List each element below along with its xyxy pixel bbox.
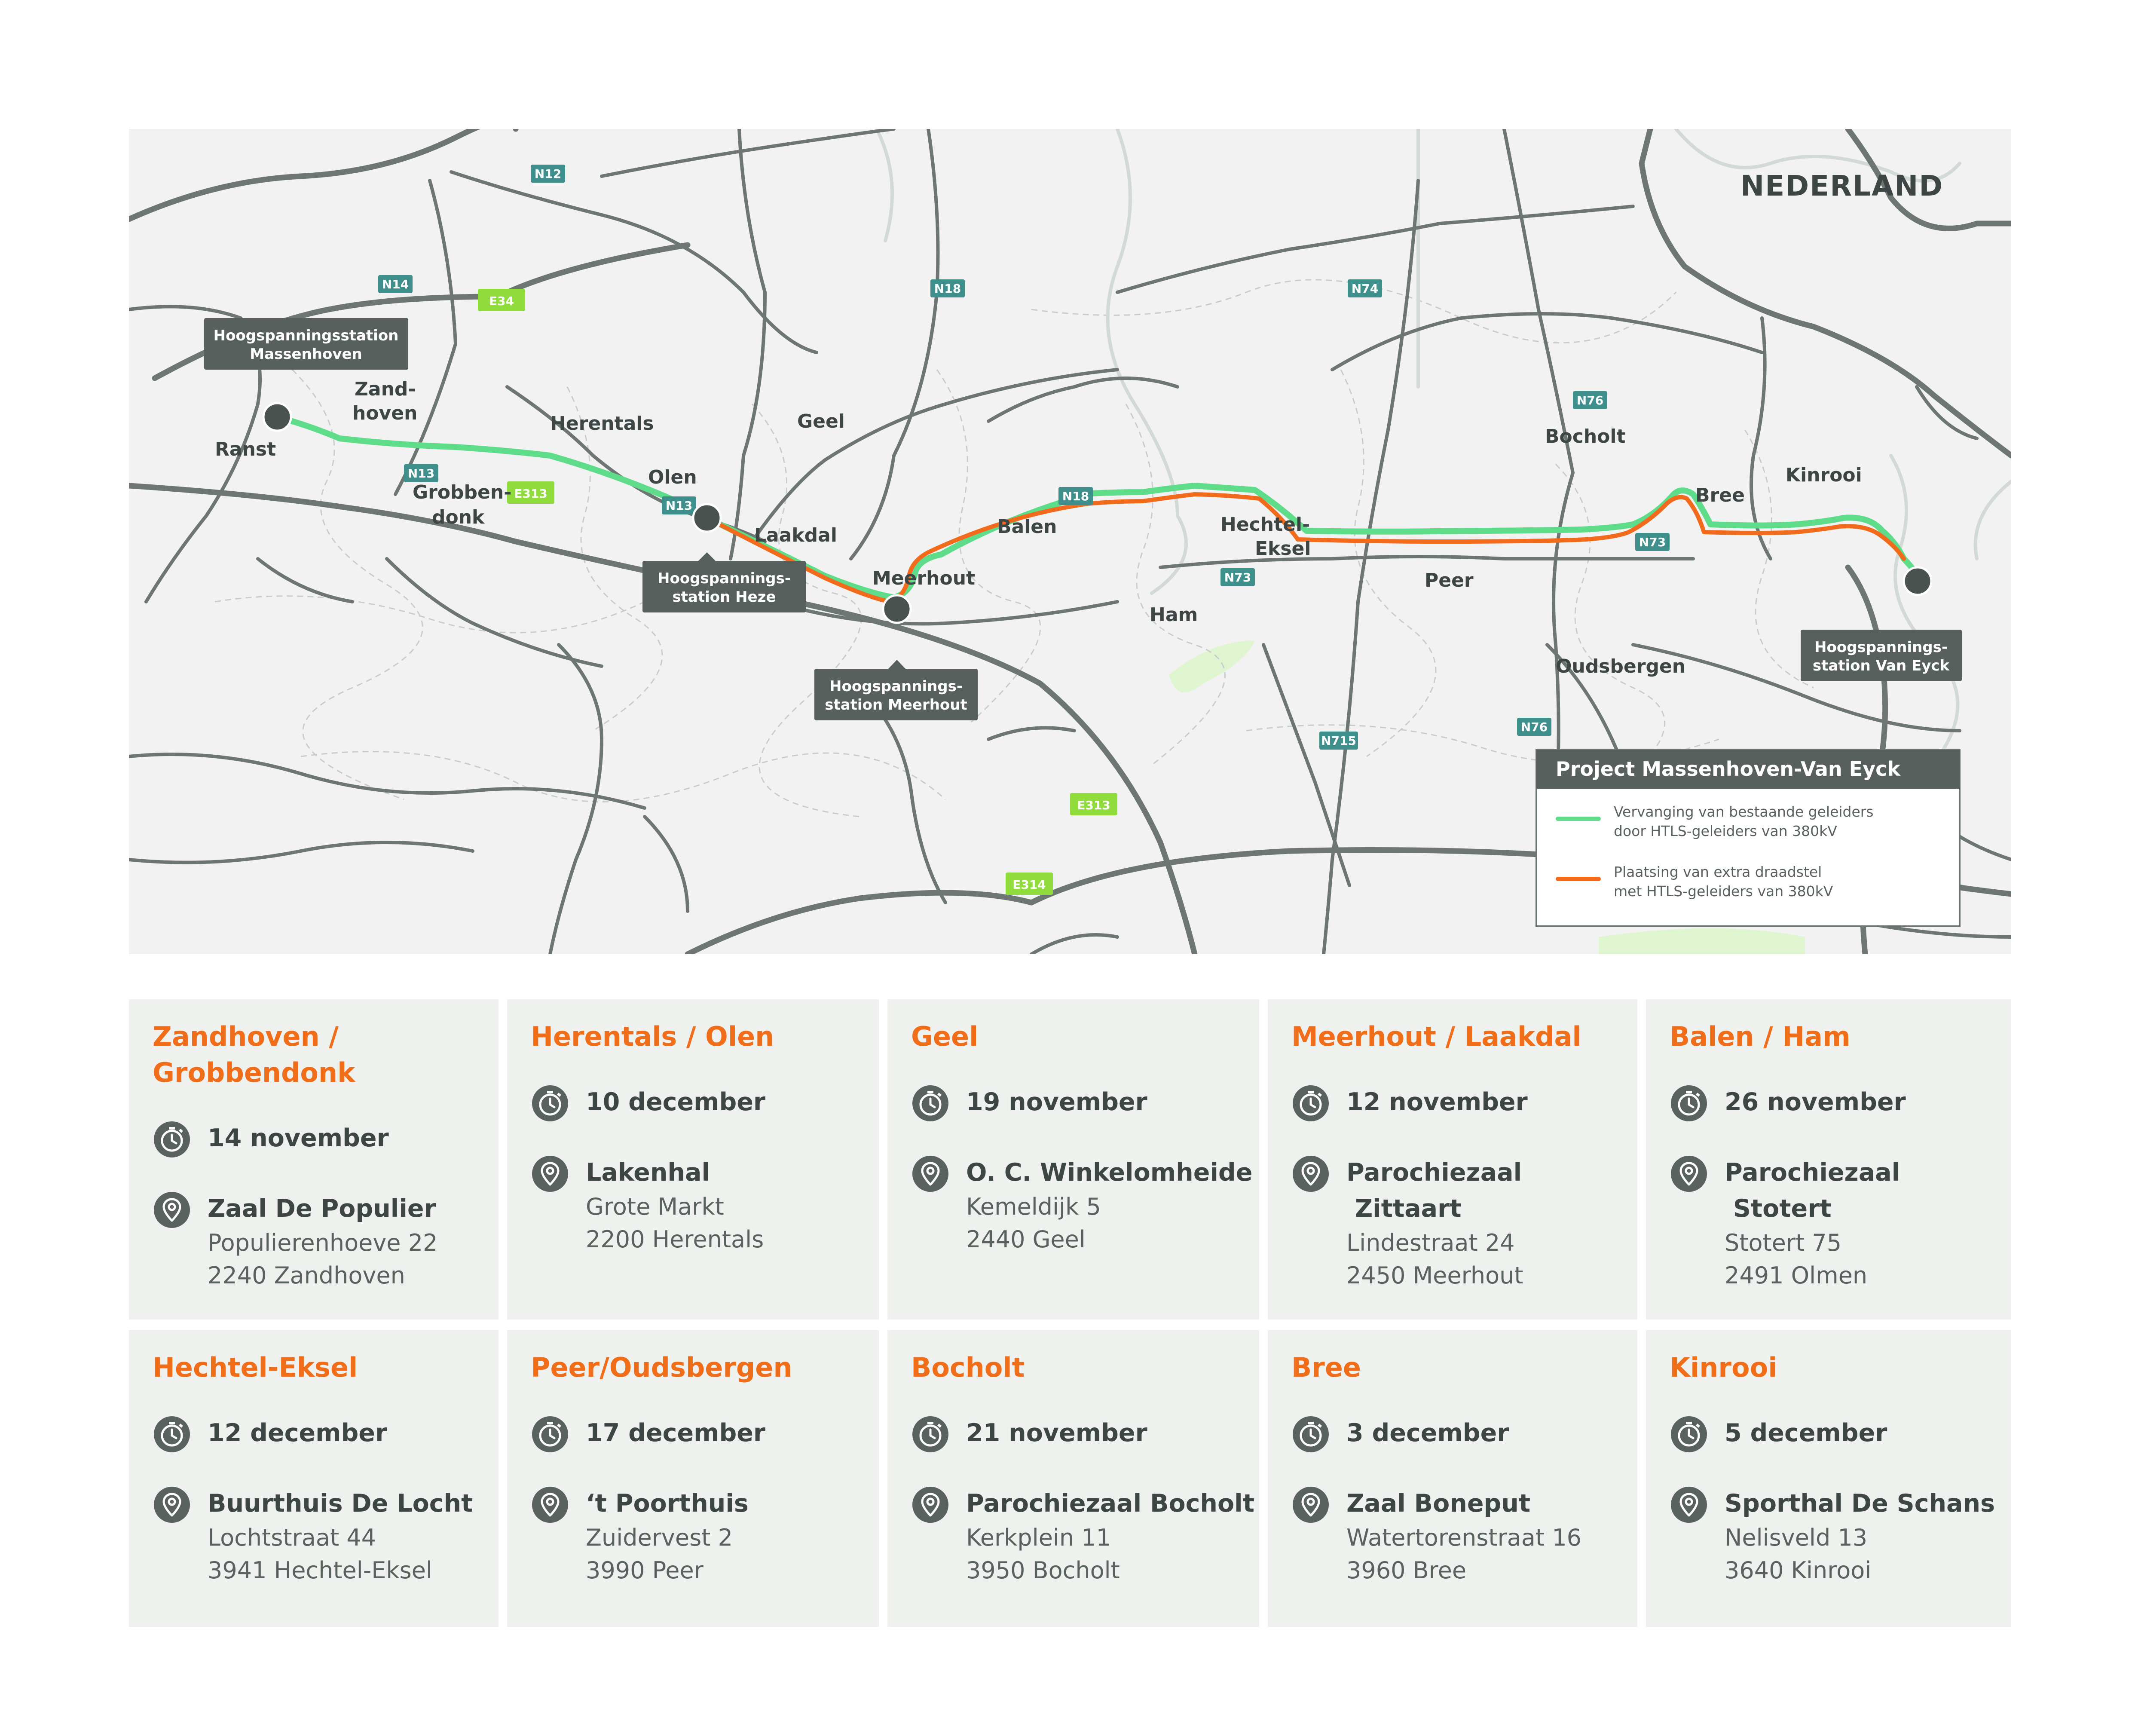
- session-venue: Parochiezaal Bocholt: [966, 1489, 1254, 1518]
- legend-title: Project Massenhoven-Van Eyck: [1556, 757, 1900, 781]
- heze-line1: Hoogspannings-: [658, 570, 791, 587]
- session-card: [887, 999, 1259, 1320]
- place-meerhout: Meerhout: [872, 567, 976, 589]
- session-address-city: 2491 Olmen: [1725, 1262, 1868, 1289]
- session-card: [1646, 999, 2011, 1320]
- station-dot-meerhout: [883, 595, 911, 623]
- forest-area: [1169, 640, 1255, 692]
- legend-orange-line2: met HTLS-geleiders van 380kV: [1614, 883, 1833, 900]
- session-date-row: [1291, 1415, 1637, 1451]
- location-pin-icon: [1291, 1154, 1330, 1193]
- svg-text:E313: E313: [1077, 798, 1110, 812]
- session-card: [129, 999, 499, 1320]
- place-oudsbergen: Oudsbergen: [1556, 655, 1686, 677]
- session-address-city: 2200 Herentals: [586, 1226, 764, 1253]
- session-date: 12 december: [208, 1419, 388, 1447]
- heze-line2: station Heze: [672, 588, 776, 606]
- location-pin-icon: [153, 1485, 191, 1524]
- session-card: [887, 1330, 1259, 1627]
- place-bree: Bree: [1695, 484, 1745, 506]
- session-title: Hechtel-Eksel: [153, 1352, 358, 1383]
- clock-icon: [911, 1084, 950, 1123]
- session-title: Zandhoven / Grobbendonk: [153, 1021, 355, 1088]
- session-address-city: 3960 Bree: [1346, 1557, 1467, 1584]
- hechtel-line2: Eksel: [1255, 538, 1311, 560]
- session-address-city: 2450 Meerhout: [1346, 1262, 1523, 1289]
- session-title: Meerhout / Laakdal: [1291, 1021, 1581, 1052]
- shield-n76b: [1517, 718, 1551, 736]
- svg-text:N13: N13: [407, 466, 435, 481]
- clock-icon: [1670, 1415, 1708, 1454]
- place-laakdal: Laakdal: [754, 524, 837, 546]
- session-date: 17 december: [586, 1419, 766, 1447]
- shield-n12: [531, 165, 565, 183]
- session-address-street: Lochtstraat 44: [208, 1524, 376, 1551]
- session-date: 5 december: [1725, 1419, 1887, 1447]
- session-date: 10 december: [586, 1088, 766, 1116]
- clock-icon: [1291, 1084, 1330, 1123]
- session-card: [507, 999, 879, 1320]
- shield-n74: [1348, 279, 1382, 297]
- session-address-street: Kerkplein 11: [966, 1524, 1111, 1551]
- info-sessions: [129, 999, 2011, 1627]
- clock-icon: [153, 1120, 191, 1159]
- clock-icon: [911, 1415, 950, 1454]
- location-pin-icon: [531, 1485, 569, 1524]
- session-date-row: [153, 1415, 499, 1451]
- session-address-city: 3950 Bocholt: [966, 1557, 1120, 1584]
- place-kinrooi: Kinrooi: [1786, 464, 1862, 486]
- session-location-row: [531, 1485, 879, 1587]
- session-location-row: [1670, 1154, 2011, 1292]
- location-pin-icon: [911, 1154, 950, 1193]
- session-date: 21 november: [966, 1419, 1147, 1447]
- hechtel-line1: Hechtel-: [1220, 514, 1310, 536]
- station-dot-massenhoven: [263, 403, 291, 431]
- location-pin-icon: [1670, 1485, 1708, 1524]
- session-card: [129, 1330, 499, 1627]
- station-vaneyck[interactable]: [1801, 567, 1962, 681]
- shield-n13b: [662, 496, 696, 514]
- session-address-city: 3640 Kinrooi: [1725, 1557, 1872, 1584]
- session-location-row: [911, 1485, 1259, 1587]
- session-date: 19 november: [966, 1088, 1147, 1116]
- legend-orange-line1: Plaatsing van extra draadstel: [1614, 863, 1822, 880]
- session-location-row: [911, 1154, 1259, 1256]
- session-address-street: Nelisveld 13: [1725, 1524, 1868, 1551]
- grobbendonk-line2: donk: [432, 506, 485, 528]
- clock-icon: [1670, 1084, 1708, 1123]
- grobbendonk-line1: Grobben-: [413, 481, 512, 503]
- massenhoven-line2: Massenhoven: [250, 346, 362, 363]
- session-venue: ‘t Poorthuis: [586, 1489, 749, 1518]
- svg-text:N76: N76: [1520, 720, 1548, 734]
- place-herentals: Herentals: [550, 413, 654, 435]
- route-map[interactable]: [129, 129, 2011, 954]
- session-date-row: [1291, 1084, 1637, 1120]
- session-venue: Parochiezaal Zittaart: [1346, 1158, 1522, 1223]
- svg-text:N76: N76: [1576, 393, 1604, 407]
- shield-n73b: [1635, 533, 1670, 551]
- session-title: Bocholt: [911, 1352, 1025, 1383]
- svg-text:N73: N73: [1639, 535, 1666, 549]
- session-venue: Sporthal De Schans: [1725, 1489, 1995, 1518]
- svg-text:N73: N73: [1224, 570, 1251, 585]
- session-date-row: [911, 1084, 1259, 1120]
- session-title: Bree: [1291, 1352, 1361, 1383]
- session-location-row: [531, 1154, 879, 1256]
- location-pin-icon: [1291, 1485, 1330, 1524]
- location-pin-icon: [153, 1191, 191, 1229]
- svg-text:N18: N18: [934, 282, 961, 296]
- svg-text:E313: E313: [514, 487, 548, 501]
- session-address-street: Watertorenstraat 16: [1346, 1524, 1582, 1551]
- zandhoven-line1: Zand-: [355, 378, 416, 400]
- session-title: Kinrooi: [1670, 1352, 1777, 1383]
- country-label: NEDERLAND: [1740, 169, 1944, 202]
- session-location-row: [153, 1191, 499, 1292]
- session-address-city: 3990 Peer: [586, 1557, 704, 1584]
- session-address-street: Kemeldijk 5: [966, 1193, 1101, 1220]
- session-address-city: 2440 Geel: [966, 1226, 1086, 1253]
- clock-icon: [153, 1415, 191, 1454]
- session-date: 14 november: [208, 1124, 389, 1152]
- session-address-street: Populierenhoeve 22: [208, 1229, 438, 1256]
- legend-green-line2: door HTLS-geleiders van 380kV: [1614, 823, 1837, 839]
- session-title: Peer/Oudsbergen: [531, 1352, 792, 1383]
- svg-text:N715: N715: [1321, 734, 1356, 748]
- session-date: 12 november: [1346, 1088, 1528, 1116]
- location-pin-icon: [911, 1485, 950, 1524]
- svg-text:E34: E34: [489, 294, 514, 308]
- shield-e313b: [1070, 793, 1117, 815]
- shield-n13a: [404, 464, 438, 482]
- shield-n73a: [1220, 568, 1255, 586]
- session-title: Herentals / Olen: [531, 1021, 774, 1052]
- legend-green-line1: Vervanging van bestaande geleiders: [1614, 803, 1874, 820]
- session-venue: Zaal De Populier: [208, 1194, 436, 1223]
- session-card: [1646, 1330, 2011, 1627]
- clock-icon: [531, 1084, 569, 1123]
- session-location-row: [153, 1485, 499, 1587]
- session-date: 26 november: [1725, 1088, 1906, 1116]
- session-address-street: Zuidervest 2: [586, 1524, 733, 1551]
- location-pin-icon: [531, 1154, 569, 1193]
- session-card: [1268, 1330, 1637, 1627]
- session-card: [507, 1330, 879, 1627]
- svg-text:N74: N74: [1351, 282, 1379, 296]
- session-location-row: [1670, 1485, 2011, 1587]
- location-pin-icon: [1670, 1154, 1708, 1193]
- clock-icon: [531, 1415, 569, 1454]
- session-address-street: Lindestraat 24: [1346, 1229, 1515, 1256]
- shield-n715: [1319, 732, 1358, 750]
- session-date-row: [1670, 1415, 2011, 1451]
- session-location-row: [1291, 1485, 1637, 1587]
- meerhout-line2: station Meerhout: [825, 696, 967, 713]
- session-address-street: Grote Markt: [586, 1193, 724, 1220]
- shield-e314: [1006, 873, 1053, 895]
- session-title: Balen / Ham: [1670, 1021, 1851, 1052]
- session-venue: Zaal Boneput: [1346, 1489, 1531, 1518]
- shield-e313a: [507, 481, 554, 504]
- place-bocholt: Bocholt: [1545, 426, 1626, 447]
- svg-text:N18: N18: [1062, 489, 1089, 503]
- zandhoven-line2: hoven: [352, 402, 418, 424]
- shield-n76a: [1573, 391, 1607, 409]
- session-date: 3 december: [1346, 1419, 1509, 1447]
- shield-n18a: [930, 279, 965, 297]
- session-card: [1268, 999, 1637, 1320]
- place-ranst: Ranst: [215, 438, 276, 460]
- shield-n14: [378, 275, 413, 293]
- session-venue: Parochiezaal Stotert: [1725, 1158, 1900, 1223]
- vaneyck-line1: Hoogspannings-: [1814, 639, 1948, 656]
- shield-e34: [478, 289, 525, 311]
- session-date-row: [531, 1084, 879, 1120]
- session-address-city: 2240 Zandhoven: [208, 1262, 405, 1289]
- session-venue: Lakenhal: [586, 1158, 710, 1187]
- shield-n18b: [1058, 487, 1093, 505]
- place-peer: Peer: [1425, 569, 1474, 591]
- session-address-street: Stotert 75: [1725, 1229, 1842, 1256]
- svg-text:N14: N14: [382, 277, 409, 291]
- station-dot-heze: [693, 504, 721, 532]
- massenhoven-line1: Hoogspanningsstation: [213, 327, 399, 344]
- place-zandhoven: [352, 378, 417, 424]
- place-geel: Geel: [797, 410, 845, 432]
- session-venue: O. C. Winkelomheide: [966, 1158, 1253, 1187]
- session-date-row: [153, 1120, 499, 1156]
- municipal-boundaries: [215, 280, 1814, 817]
- session-venue: Buurthuis De Locht: [208, 1489, 473, 1518]
- session-address-city: 3941 Hechtel-Eksel: [208, 1557, 432, 1584]
- forest-area-2: [1599, 928, 1805, 954]
- svg-text:N13: N13: [665, 499, 693, 513]
- vaneyck-line2: station Van Eyck: [1812, 657, 1950, 674]
- session-date-row: [531, 1415, 879, 1451]
- clock-icon: [1291, 1415, 1330, 1454]
- session-title: Geel: [911, 1021, 979, 1052]
- route-green-line: [277, 417, 1918, 597]
- meerhout-line1: Hoogspannings-: [829, 678, 963, 695]
- place-labels: [215, 169, 1943, 677]
- station-dot-vaneyck: [1904, 567, 1931, 595]
- svg-text:N12: N12: [534, 167, 562, 181]
- session-location-row: [1291, 1154, 1637, 1292]
- place-olen: Olen: [648, 466, 697, 488]
- place-ham: Ham: [1150, 604, 1198, 626]
- session-date-row: [1670, 1084, 2011, 1120]
- session-date-row: [911, 1415, 1259, 1451]
- map-legend: [1536, 750, 1960, 926]
- svg-text:E314: E314: [1012, 878, 1046, 892]
- place-balen: Balen: [997, 516, 1057, 538]
